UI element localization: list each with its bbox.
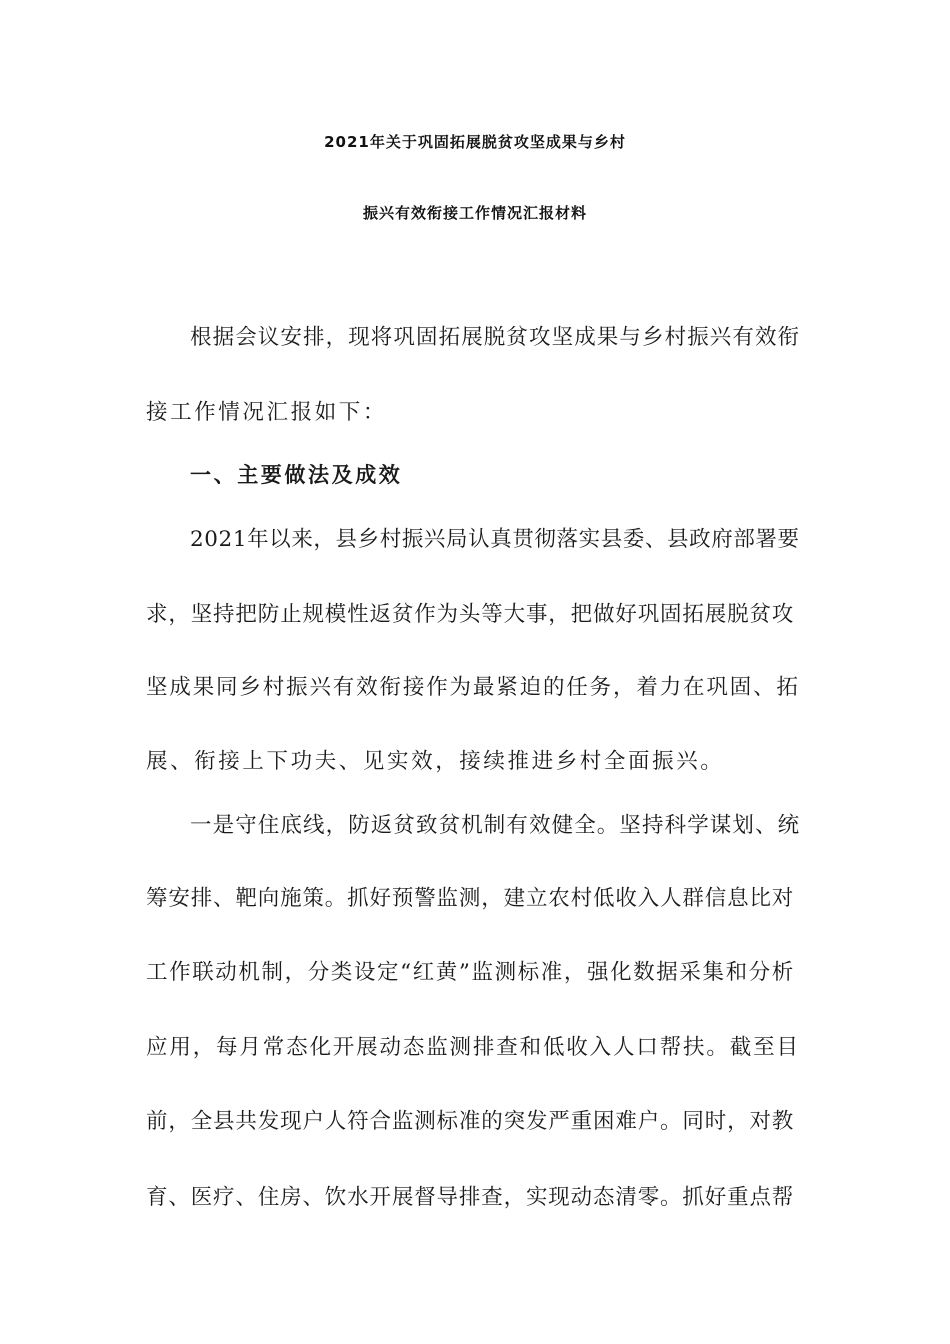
- paragraph-2-line-1: 一是守住底线，防返贫致贫机制有效健全。坚持科学谋划、统: [190, 813, 801, 838]
- paragraph-2-line-6: 育、医疗、住房、饮水开展督导排查，实现动态清零。抓好重点帮: [146, 1185, 795, 1210]
- paragraph-1-line-4: 展、衔接上下功夫、见实效，接续推进乡村全面振兴。: [146, 749, 725, 774]
- intro-paragraph-line-2: 接工作情况汇报如下：: [146, 400, 388, 425]
- paragraph-1-line-1: 2021年以来，县乡村振兴局认真贯彻落实县委、县政府部署要: [190, 527, 800, 552]
- paragraph-1-line-2: 求，坚持把防止规模性返贫作为头等大事，把做好巩固拓展脱贫攻: [146, 602, 795, 627]
- paragraph-2-line-4: 应用，每月常态化开展动态监测排查和低收入人口帮扶。截至目: [146, 1035, 800, 1060]
- paragraph-2-line-3: 工作联动机制，分类设定“红黄”监测标准，强化数据采集和分析: [146, 960, 795, 985]
- paragraph-2-line-2: 筹安排、靶向施策。抓好预警监测，建立农村低收入人群信息比对: [146, 886, 795, 911]
- document-title-line-2: 振兴有效衔接工作情况汇报材料: [362, 204, 587, 222]
- paragraph-1-line-3: 坚成果同乡村振兴有效衔接作为最紧迫的任务，着力在巩固、拓: [146, 675, 800, 700]
- intro-paragraph-line-1: 根据会议安排，现将巩固拓展脱贫攻坚成果与乡村振兴有效衔: [190, 325, 801, 350]
- document-title-line-1: 2021年关于巩固拓展脱贫攻坚成果与乡村: [324, 133, 626, 151]
- paragraph-2-line-5: 前，全县共发现户人符合监测标准的突发严重困难户。同时，对教: [146, 1109, 795, 1134]
- section-heading: 一、主要做法及成效: [190, 463, 403, 487]
